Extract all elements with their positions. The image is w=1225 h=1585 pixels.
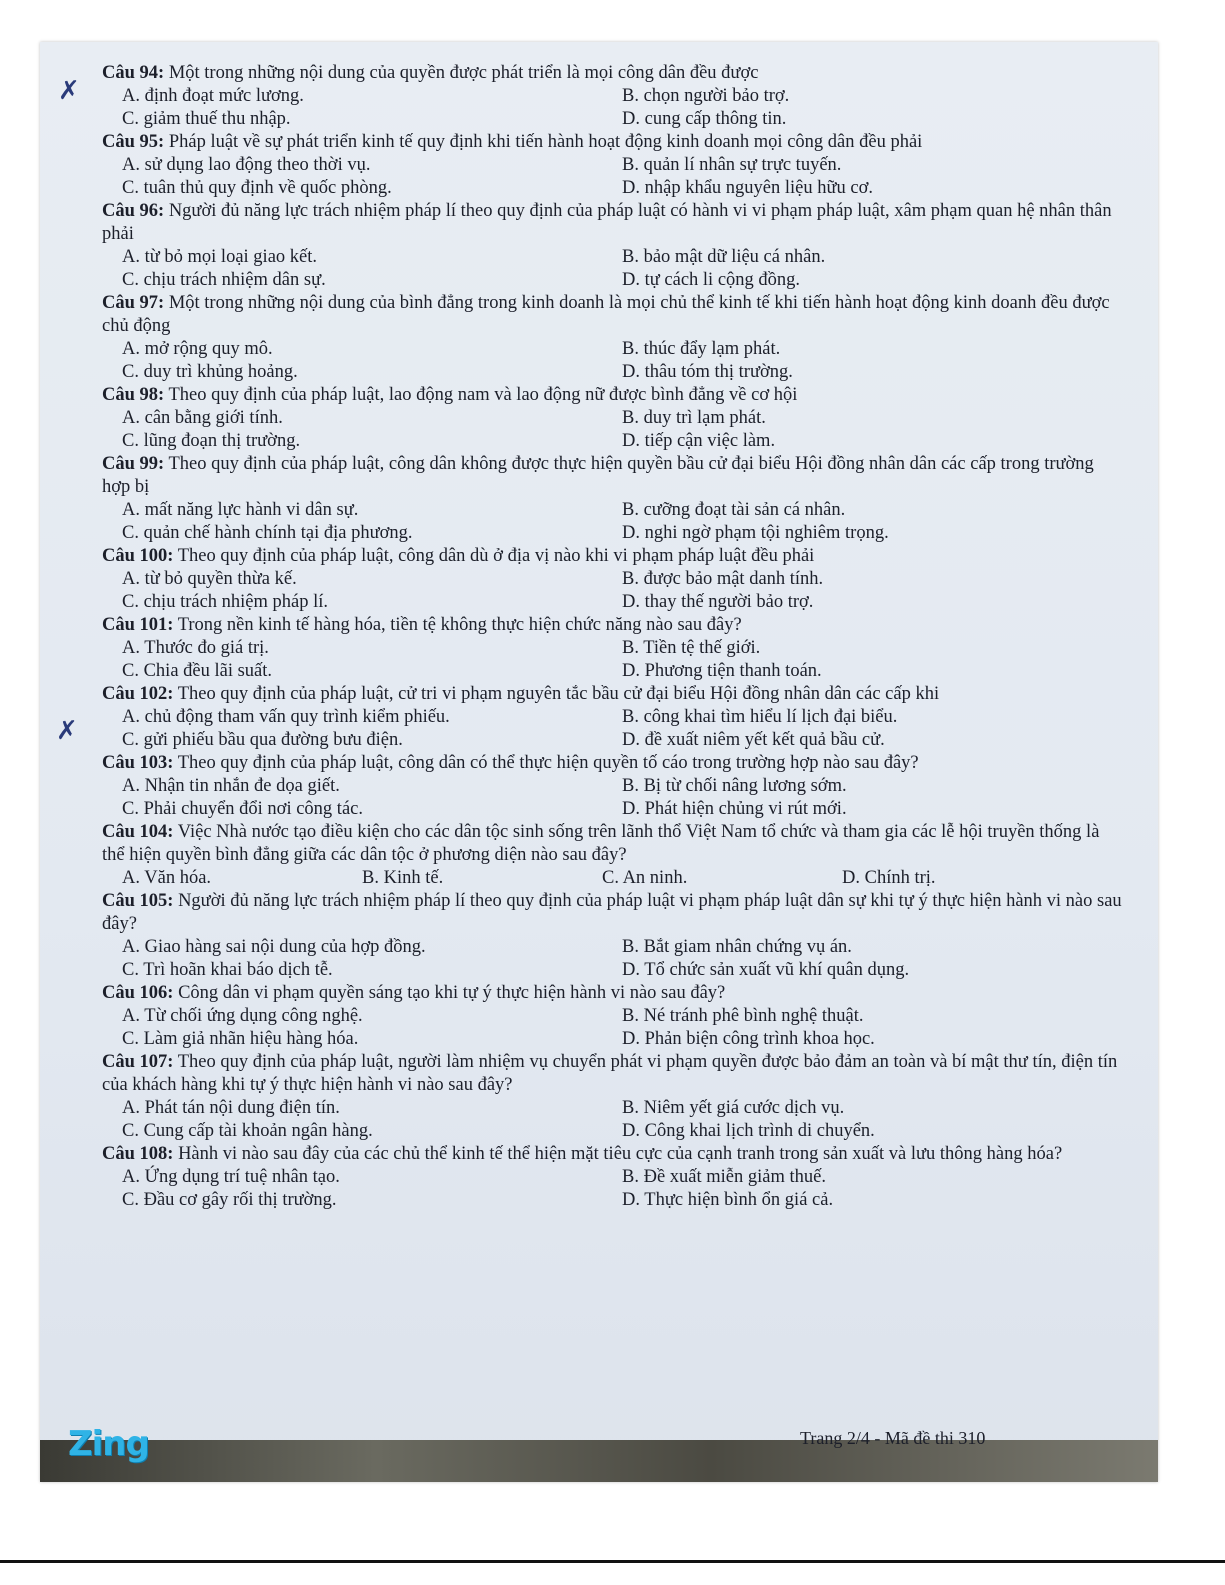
answer-option: B. duy trì lạm phát. bbox=[622, 408, 766, 428]
answer-option: B. công khai tìm hiểu lí lịch đại biểu. bbox=[622, 707, 898, 727]
question-text: Một trong những nội dung của bình đẳng trong kinh doanh là mọi chủ thể kinh tế khi tiến hành hoạt động kinh doanh đều được chủ động bbox=[102, 293, 1110, 336]
answer-option: A. Thước đo giá trị. bbox=[122, 638, 269, 658]
zing-logo: Zing bbox=[68, 1424, 149, 1464]
question-number: Câu 105: bbox=[102, 891, 174, 911]
question-number: Câu 100: bbox=[102, 546, 174, 566]
answer-row bbox=[102, 1189, 1122, 1212]
answer-option: B. Kinh tế. bbox=[362, 868, 444, 888]
answer-option: D. Phát hiện chủng vi rút mới. bbox=[622, 799, 847, 819]
answer-option: D. Tổ chức sản xuất vũ khí quân dụng. bbox=[622, 960, 910, 980]
question-item bbox=[102, 982, 1122, 1051]
answer-option: A. Giao hàng sai nội dung của hợp đồng. bbox=[122, 937, 426, 957]
question-stem bbox=[102, 752, 1122, 775]
answer-row bbox=[102, 1028, 1122, 1051]
answer-option: B. được bảo mật danh tính. bbox=[622, 569, 824, 589]
answer-row bbox=[102, 85, 1122, 108]
answer-option: B. Niêm yết giá cước dịch vụ. bbox=[622, 1098, 845, 1118]
answer-row bbox=[102, 522, 1122, 545]
question-number: Câu 101: bbox=[102, 615, 174, 635]
answer-option: C. duy trì khủng hoảng. bbox=[122, 362, 298, 382]
question-text: Người đủ năng lực trách nhiệm pháp lí theo quy định của pháp luật có hành vi vi phạm pháp luật, xâm phạm quan hệ nhân thân phải bbox=[102, 201, 1112, 244]
question-item bbox=[102, 131, 1122, 200]
question-item bbox=[102, 292, 1122, 384]
answer-option: D. thay thế người bảo trợ. bbox=[622, 592, 814, 612]
answer-row bbox=[102, 959, 1122, 982]
answer-row bbox=[102, 246, 1122, 269]
question-item bbox=[102, 62, 1122, 131]
answer-option: C. Phải chuyển đổi nơi công tác. bbox=[122, 799, 363, 819]
answer-option: D. nghi ngờ phạm tội nghiêm trọng. bbox=[622, 523, 889, 543]
question-item bbox=[102, 384, 1122, 453]
question-text: Công dân vi phạm quyền sáng tạo khi tự ý thực hiện hành vi nào sau đây? bbox=[178, 983, 726, 1003]
answer-option: C. chịu trách nhiệm dân sự. bbox=[122, 270, 326, 290]
answer-row bbox=[102, 361, 1122, 384]
answer-option: C. Làm giả nhãn hiệu hàng hóa. bbox=[122, 1029, 359, 1049]
answer-row bbox=[102, 706, 1122, 729]
exam-paper bbox=[40, 42, 1158, 1482]
question-number: Câu 94: bbox=[102, 63, 165, 83]
answer-row bbox=[102, 269, 1122, 292]
answer-option: D. nhập khẩu nguyên liệu hữu cơ. bbox=[622, 178, 874, 198]
answer-option: C. quản chế hành chính tại địa phương. bbox=[122, 523, 413, 543]
answer-row bbox=[102, 775, 1122, 798]
answer-row bbox=[102, 1005, 1122, 1028]
question-number: Câu 106: bbox=[102, 983, 174, 1003]
question-text: Theo quy định của pháp luật, cử tri vi phạm nguyên tắc bầu cử đại biểu Hội đồng nhân dân các cấp khi bbox=[177, 684, 940, 704]
answer-option: B. cưỡng đoạt tài sản cá nhân. bbox=[622, 500, 846, 520]
answer-row bbox=[102, 499, 1122, 522]
answer-option: A. từ bỏ mọi loại giao kết. bbox=[122, 247, 317, 267]
answer-option: A. cân bằng giới tính. bbox=[122, 408, 283, 428]
answer-option: C. Đầu cơ gây rối thị trường. bbox=[122, 1190, 337, 1210]
answer-option: D. đề xuất niêm yết kết quả bầu cử. bbox=[622, 730, 885, 750]
answer-option: A. mất năng lực hành vi dân sự. bbox=[122, 500, 359, 520]
answer-option: C. Chia đều lãi suất. bbox=[122, 661, 273, 681]
answer-option: A. mở rộng quy mô. bbox=[122, 339, 273, 359]
answer-row bbox=[102, 637, 1122, 660]
question-text: Pháp luật về sự phát triển kinh tế quy định khi tiến hành hoạt động kinh doanh mọi công dân đều phải bbox=[168, 132, 923, 152]
answer-option: A. Văn hóa. bbox=[122, 868, 212, 888]
answer-option: C. An ninh. bbox=[602, 868, 688, 888]
answer-row bbox=[102, 108, 1122, 131]
answer-option: B. Đề xuất miễn giảm thuế. bbox=[622, 1167, 826, 1187]
question-stem bbox=[102, 1051, 1122, 1097]
answer-option: C. tuân thủ quy định về quốc phòng. bbox=[122, 178, 392, 198]
answer-option: D. thâu tóm thị trường. bbox=[622, 362, 793, 382]
answer-option: A. sử dụng lao động theo thời vụ. bbox=[122, 155, 371, 175]
question-text: Theo quy định của pháp luật, công dân có thể thực hiện quyền tố cáo trong trường hợp nào sau đây? bbox=[177, 753, 919, 773]
answer-option: B. quản lí nhân sự trực tuyến. bbox=[622, 155, 842, 175]
question-item bbox=[102, 821, 1122, 890]
answer-option: B. bảo mật dữ liệu cá nhân. bbox=[622, 247, 826, 267]
question-item bbox=[102, 683, 1122, 752]
answer-option: D. Thực hiện bình ổn giá cả. bbox=[622, 1190, 834, 1210]
answer-option: B. Né tránh phê bình nghệ thuật. bbox=[622, 1006, 864, 1026]
question-item bbox=[102, 1051, 1122, 1143]
answer-option: B. chọn người bảo trợ. bbox=[622, 86, 790, 106]
answer-option: C. gửi phiếu bầu qua đường bưu điện. bbox=[122, 730, 403, 750]
photo-background bbox=[40, 1440, 1158, 1482]
question-text: Theo quy định của pháp luật, người làm nhiệm vụ chuyển phát vi phạm quyền được bảo đảm an toàn và bí mật thư tín, điện tín của khách hàng khi tự ý thực hiện hành vi nào sau đây? bbox=[102, 1052, 1118, 1095]
answer-option: B. Bắt giam nhân chứng vụ án. bbox=[622, 937, 852, 957]
answer-row bbox=[102, 936, 1122, 959]
answer-option: C. Trì hoãn khai báo dịch tễ. bbox=[122, 960, 333, 980]
answer-row bbox=[102, 1097, 1122, 1120]
question-stem bbox=[102, 62, 1122, 85]
answer-option: A. Nhận tin nhắn đe dọa giết. bbox=[122, 776, 340, 796]
question-text: Trong nền kinh tế hàng hóa, tiền tệ không thực hiện chức năng nào sau đây? bbox=[177, 615, 742, 635]
answer-option: D. Phản biện công trình khoa học. bbox=[622, 1029, 875, 1049]
question-text: Theo quy định của pháp luật, lao động nam và lao động nữ được bình đẳng về cơ hội bbox=[168, 385, 798, 405]
cross-mark-icon: ✗ bbox=[56, 716, 78, 746]
answer-option: D. tiếp cận việc làm. bbox=[622, 431, 776, 451]
answer-option: D. cung cấp thông tin. bbox=[622, 109, 787, 129]
question-item bbox=[102, 545, 1122, 614]
answer-option: C. lũng đoạn thị trường. bbox=[122, 431, 301, 451]
question-number: Câu 95: bbox=[102, 132, 165, 152]
question-stem bbox=[102, 982, 1122, 1005]
answer-option: A. Phát tán nội dung điện tín. bbox=[122, 1098, 340, 1118]
question-text: Người đủ năng lực trách nhiệm pháp lí theo quy định của pháp luật vi phạm pháp luật dân sự khi tự ý thực hiện hành vi nào sau đây? bbox=[102, 891, 1122, 934]
answer-option: B. Bị từ chối nâng lương sớm. bbox=[622, 776, 847, 796]
answer-row bbox=[102, 407, 1122, 430]
question-text: Theo quy định của pháp luật, công dân dù ở địa vị nào khi vi phạm pháp luật đều phải bbox=[177, 546, 815, 566]
question-stem bbox=[102, 384, 1122, 407]
answer-row bbox=[102, 1120, 1122, 1143]
answer-row bbox=[102, 591, 1122, 614]
question-stem bbox=[102, 453, 1122, 499]
question-number: Câu 96: bbox=[102, 201, 165, 221]
question-stem bbox=[102, 1143, 1122, 1166]
answer-option: B. thúc đẩy lạm phát. bbox=[622, 339, 781, 359]
question-stem bbox=[102, 545, 1122, 568]
bottom-border bbox=[0, 1560, 1225, 1563]
answer-row bbox=[102, 338, 1122, 361]
answer-option: A. định đoạt mức lương. bbox=[122, 86, 304, 106]
answer-option: A. Ứng dụng trí tuệ nhân tạo. bbox=[122, 1167, 340, 1187]
question-number: Câu 104: bbox=[102, 822, 174, 842]
answer-row bbox=[102, 729, 1122, 752]
question-stem bbox=[102, 890, 1122, 936]
answer-row bbox=[102, 154, 1122, 177]
answer-option: C. giảm thuế thu nhập. bbox=[122, 109, 291, 129]
question-number: Câu 107: bbox=[102, 1052, 174, 1072]
answer-row bbox=[102, 430, 1122, 453]
question-number: Câu 97: bbox=[102, 293, 165, 313]
question-item bbox=[102, 752, 1122, 821]
answer-row bbox=[102, 568, 1122, 591]
question-item bbox=[102, 200, 1122, 292]
question-text: Việc Nhà nước tạo điều kiện cho các dân tộc sinh sống trên lãnh thổ Việt Nam tổ chức và tham gia các lễ hội truyền thống là thể hiện quyền bình đẳng giữa các dân tộc ở phương diện nào sau đây? bbox=[102, 822, 1100, 865]
answer-option: A. Từ chối ứng dụng công nghệ. bbox=[122, 1006, 363, 1026]
question-item bbox=[102, 1143, 1122, 1212]
answer-option: B. Tiền tệ thế giới. bbox=[622, 638, 761, 658]
question-stem bbox=[102, 131, 1122, 154]
cross-mark-icon: ✗ bbox=[58, 76, 80, 106]
answer-option: D. Công khai lịch trình di chuyển. bbox=[622, 1121, 875, 1141]
question-stem bbox=[102, 292, 1122, 338]
question-item bbox=[102, 453, 1122, 545]
answer-option: A. chủ động tham vấn quy trình kiểm phiếu. bbox=[122, 707, 450, 727]
answer-option: D. tự cách li cộng đồng. bbox=[622, 270, 801, 290]
answer-option: D. Phương tiện thanh toán. bbox=[622, 661, 822, 681]
question-stem bbox=[102, 200, 1122, 246]
question-text: Một trong những nội dung của quyền được phát triển là mọi công dân đều được bbox=[168, 63, 759, 83]
answer-row bbox=[102, 1166, 1122, 1189]
question-list bbox=[102, 62, 1122, 1212]
question-text: Hành vi nào sau đây của các chủ thể kinh tế thể hiện mặt tiêu cực của cạnh tranh trong sản xuất và lưu thông hàng hóa? bbox=[178, 1144, 1063, 1164]
question-number: Câu 103: bbox=[102, 753, 174, 773]
answer-option: D. Chính trị. bbox=[842, 868, 936, 888]
answer-option: C. Cung cấp tài khoản ngân hàng. bbox=[122, 1121, 373, 1141]
answer-row bbox=[102, 177, 1122, 200]
question-number: Câu 102: bbox=[102, 684, 174, 704]
page-footer: Trang 2/4 - Mã đề thi 310 bbox=[800, 1428, 986, 1448]
question-item bbox=[102, 614, 1122, 683]
question-item bbox=[102, 890, 1122, 982]
answer-option: C. chịu trách nhiệm pháp lí. bbox=[122, 592, 329, 612]
question-text: Theo quy định của pháp luật, công dân không được thực hiện quyền bầu cử đại biểu Hội đồng nhân dân các cấp trong trường hợp bị bbox=[102, 454, 1094, 497]
question-stem bbox=[102, 614, 1122, 637]
question-number: Câu 98: bbox=[102, 385, 165, 405]
answer-row bbox=[102, 798, 1122, 821]
question-number: Câu 108: bbox=[102, 1144, 174, 1164]
question-stem bbox=[102, 821, 1122, 867]
question-stem bbox=[102, 683, 1122, 706]
answer-option: A. từ bỏ quyền thừa kế. bbox=[122, 569, 297, 589]
question-number: Câu 99: bbox=[102, 454, 165, 474]
answer-row bbox=[102, 867, 1122, 890]
answer-row bbox=[102, 660, 1122, 683]
